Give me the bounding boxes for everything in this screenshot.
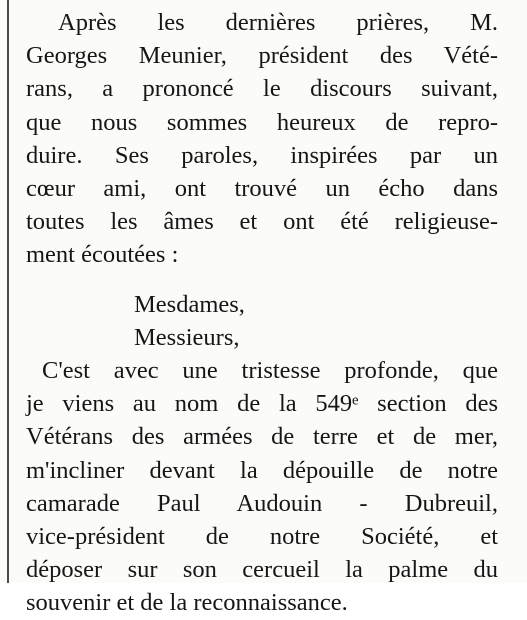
text-line: camarade Paul Audouin - Dubreuil, xyxy=(26,489,498,517)
text-line: que nous sommes heureux de repro- xyxy=(26,108,498,136)
text-line: ment écoutées : xyxy=(26,241,179,269)
paragraph-speech xyxy=(26,354,498,620)
text-line: souvenir et de la reconnaissance. xyxy=(26,589,348,617)
text-line: vice-président de notre Société, et xyxy=(26,523,498,551)
text-line: je viens au nom de la 549ᵉ section des xyxy=(26,390,498,418)
text-line: Vétérans des armées de terre et de mer, xyxy=(26,423,498,451)
text-line: toutes les âmes et ont été religieuse- xyxy=(26,208,498,236)
text-line: Après les dernières prières, M. xyxy=(58,9,498,36)
spacer xyxy=(26,272,498,288)
text-line: C'est avec une tristesse profonde, que xyxy=(42,357,498,385)
article-column xyxy=(26,6,498,620)
column-rule xyxy=(7,0,9,583)
paragraph-intro xyxy=(26,6,498,272)
salutation-line: Mesdames, xyxy=(134,290,245,318)
text-line: cœur ami, ont trouvé un écho dans xyxy=(26,175,498,203)
text-line: rans, a prononcé le discours suivant, xyxy=(26,75,498,103)
text-line: Georges Meunier, président des Vété- xyxy=(26,42,498,70)
text-line: m'incliner devant la dépouille de notre xyxy=(26,456,498,484)
salutation xyxy=(26,288,498,354)
text-line: déposer sur son cercueil la palme du xyxy=(26,556,498,584)
text-line: duire. Ses paroles, inspirées par un xyxy=(26,141,498,169)
salutation-line: Messieurs, xyxy=(134,323,240,351)
